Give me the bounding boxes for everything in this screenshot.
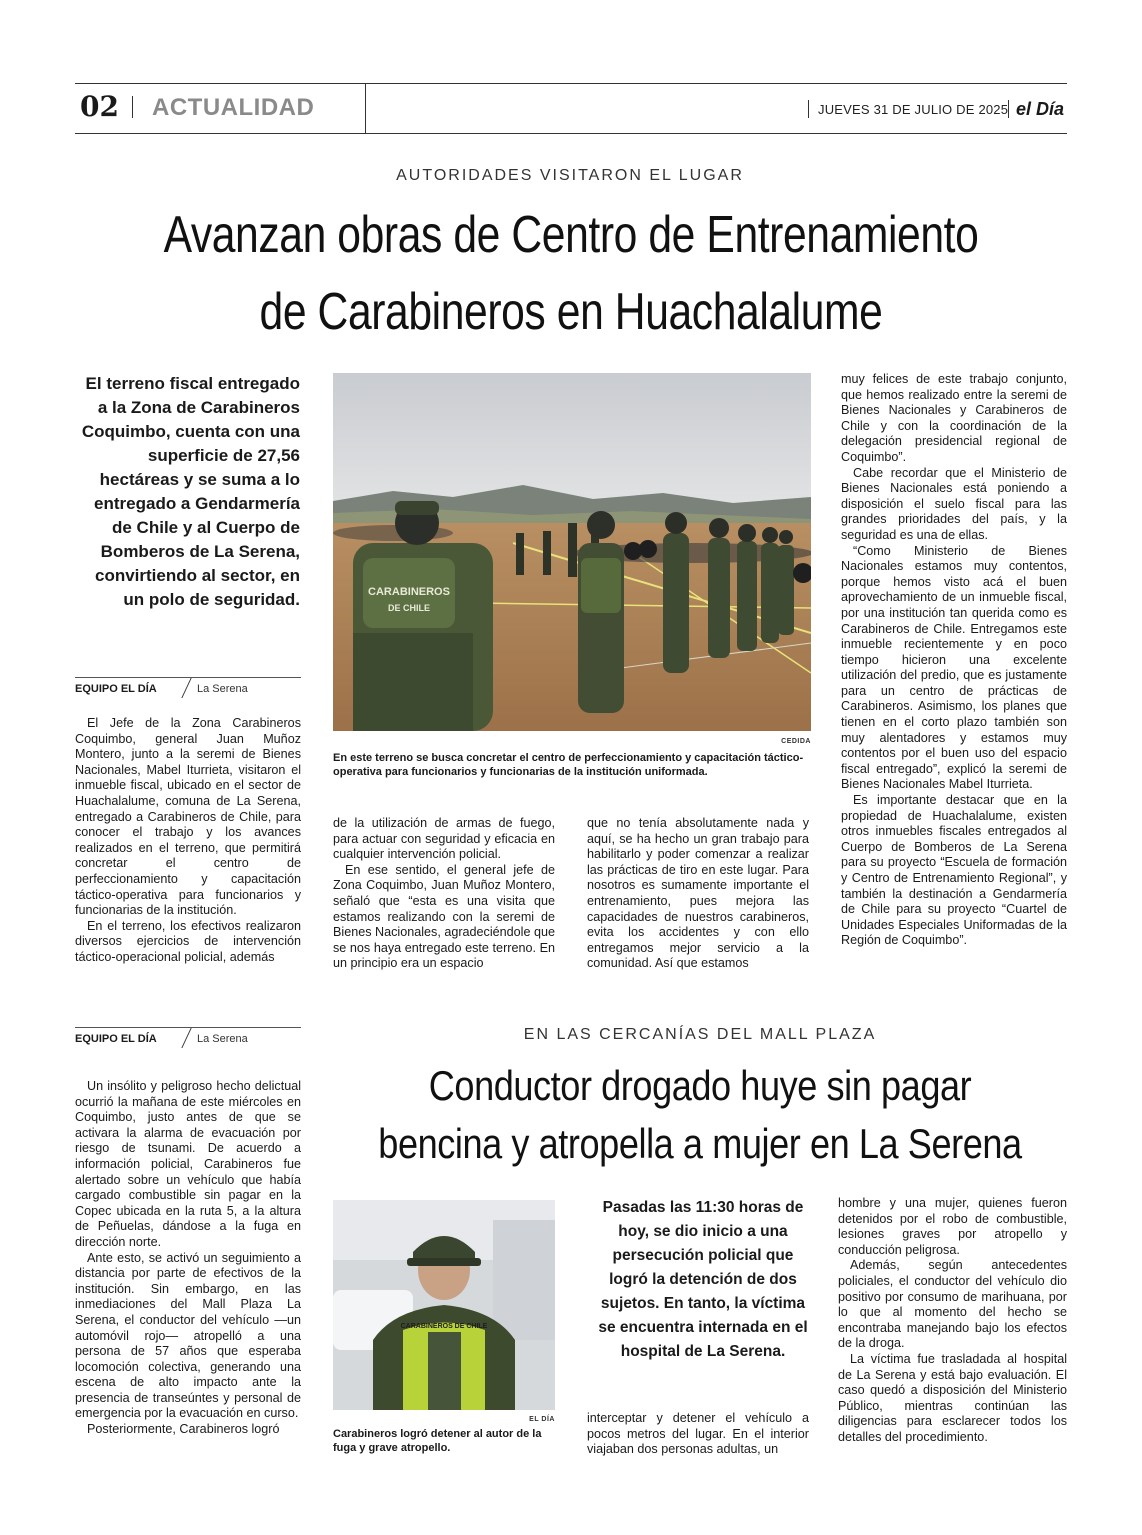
section-name: ACTUALIDAD	[152, 94, 315, 121]
photo-illustration	[333, 1200, 555, 1410]
photo-illustration	[333, 373, 811, 731]
paragraph: Un insólito y peligroso hecho delictual ocurrió la mañana de este miércoles en Coquimbo, justo antes de que se activara la alarma de evacuación por riesgo de tsunami. De acuerdo a información policial, Carabineros fue alertado sobre un vehículo que había cargado combustible sin pagar en la Copec ubicada en la ruta 5, a la altura de Peñuelas, dándose a la fuga en dirección norte.	[75, 1079, 301, 1249]
byline-rule	[75, 677, 301, 678]
brand-logo: el Día	[1016, 99, 1065, 119]
article-photo	[333, 1200, 555, 1410]
article-headline-line: Avanzan obras de Centro de Entrenamiento	[163, 206, 979, 264]
article-kicker: EN LAS CERCANÍAS DEL MALL PLAZA	[523, 1026, 877, 1043]
article-column	[587, 816, 809, 972]
byline: EQUIPO EL DÍA	[75, 683, 157, 695]
byline-slash	[181, 1028, 191, 1048]
article-headline-line: Conductor drogado huye sin pagar	[428, 1062, 972, 1109]
issue-date: JUEVES 31 DE JULIO DE 2025	[818, 102, 1009, 117]
article-lead: El terreno fiscal entregado a la Zona de Carabineros Coquimbo, cuenta con una superficie de 27,56 hectáreas y se suma a lo entregado a Gendarmería de Chile y al Cuerpo de Bomberos de La Serena, convirtiendo al sector, en un polo de seguridad.	[81, 374, 300, 609]
paragraph: El Jefe de la Zona Carabineros Coquimbo, general Juan Muñoz Montero, junto a la seremi de Bienes Nacionales, Mabel Iturrieta, visitaron el inmueble fiscal, ubicado en el sector de Huachalalume, comuna de La Serena, entregado a Carabineros de Chile, para conocer el trabajo y los avances realizados en el terreno, que permitirá concretar el centro de perfeccionamiento y capacitación táctico-operativa para funcionarios y funcionarias de la institución.	[75, 716, 301, 918]
article-column	[841, 372, 1067, 949]
header-divider	[132, 96, 133, 118]
vest-text: CARABINEROS	[368, 586, 450, 598]
paragraph: interceptar y detener el vehículo a pocos metros del lugar. En el interior viajaban dos personas adultas, un	[587, 1411, 809, 1457]
article-column	[587, 1411, 809, 1458]
byline-location: La Serena	[197, 1033, 248, 1045]
photo-credit: CEDIDA	[781, 738, 811, 745]
paragraph: En ese sentido, el general jefe de Zona Coquimbo, Juan Muñoz Montero, señaló que “esta es una visita que estamos realizando con la seremi de Bienes Nacionales, agradeciéndole que se nos haya entregado este terreno. En un principio era un espacio	[333, 862, 555, 971]
page-number: 02	[80, 90, 119, 123]
paragraph: de la utilización de armas de fuego, para actuar con seguridad y eficacia en cualquier intervención policial.	[333, 816, 555, 862]
paragraph: Posteriormente, Carabineros logró	[87, 1422, 280, 1437]
vest-text: CARABINEROS DE CHILE	[400, 1323, 488, 1330]
header-divider	[808, 100, 809, 118]
paragraph: “Como Ministerio de Bienes Nacionales estamos muy contentos, porque hemos visto acá el buen aprovechamiento de un inmueble fiscal, por una institución tan querida como es Carabineros de Chile. Entregamos este inmueble recientemente y en poco tiempo hicieron una excelente utilización del predio, que es justamente para un centro de prácticas de Carabineros. Asimismo, los planes que tienen en el corto plazo también son muy alentadores y estamos muy contentos por el buen uso del espacio fiscal entregado”, explicó la seremi de Bienes Nacionales Mabel Iturrieta.	[841, 543, 1067, 792]
header-divider	[365, 84, 366, 133]
photo-credit: EL DÍA	[529, 1416, 555, 1423]
paragraph: En el terreno, los efectivos realizaron diversos ejercicios de intervención táctico-operacional policial, además	[75, 918, 301, 964]
paragraph: Ante esto, se activó un seguimiento a distancia por parte de efectivos de la institución. Sin embargo, en las inmediaciones del Mall Plaza La Serena, el conductor del vehículo —un automóvil rojo— atropelló a una persona de 57 años que esperaba locomoción colectiva, generando una escena de alto impacto ante la presencia de transeúntes y personal de emergencia por la evacuación en curso.	[75, 1250, 301, 1421]
byline-location: La Serena	[197, 683, 248, 695]
paragraph: Además, según antecedentes policiales, el conductor del vehículo dio positivo por consumo de marihuana, por lo que al momento del hecho se encontraba manejando bajo los efectos de la droga.	[838, 1258, 1067, 1351]
header-bottom-rule	[75, 133, 1067, 134]
header-top-rule	[75, 83, 1067, 84]
paragraph: hombre y una mujer, quienes fueron detenidos por el robo de combustible, lesiones graves por atropello y conducción peligrosa.	[838, 1196, 1067, 1257]
article-lead: Pasadas las 11:30 horas de hoy, se dio inicio a una persecución policial que logró la detención de dos sujetos. En tanto, la víctima se encuentra internada en el hospital de La Serena.	[598, 1199, 808, 1360]
byline-slash	[181, 678, 191, 698]
article-kicker: AUTORIDADES VISITARON EL LUGAR	[396, 167, 744, 184]
vest-text: DE CHILE	[387, 603, 431, 613]
header-divider	[1008, 100, 1009, 118]
paragraph: que no tenía absolutamente nada y aquí, se ha hecho un gran trabajo para habilitarlo y poder comenzar a realizar las prácticas de tiro en este lugar. Para nosotros es sumamente importante el entrenamiento, pues mejora las capacidades de nuestros carabineros, evita los accidentes y con ello entregamos mejor servicio a la comunidad. Así que estamos	[587, 816, 809, 971]
byline-rule	[75, 1027, 301, 1028]
paragraph: muy felices de este trabajo conjunto, que hemos realizado entre la seremi de Bienes Nacionales y Carabineros de Chile y con la coordinación de la delegación presidencial regional de Coquimbo”.	[841, 372, 1067, 464]
photo-caption: Carabineros logró detener al autor de la fuga y grave atropello.	[333, 1428, 542, 1454]
article-column	[333, 816, 555, 972]
paragraph: Es importante destacar que en la propiedad de Huachalalume, existen otros inmuebles fiscales entregados al Cuerpo de Bomberos de La Serena para su proyecto “Escuela de formación y Centro de Entrenamiento Regional”, y también la destinación a Gendarmería de Chile para su proyecto “Cuartel de Unidades Especiales Uniformadas de la Región de Coquimbo”.	[841, 793, 1067, 948]
byline: EQUIPO EL DÍA	[75, 1033, 157, 1045]
article-column	[75, 1079, 301, 1438]
article-column	[838, 1196, 1067, 1446]
article-headline-line: bencina y atropella a mujer en La Serena	[378, 1120, 1022, 1167]
article-column	[75, 716, 301, 966]
photo-caption: En este terreno se busca concretar el centro de perfeccionamiento y capacitación táctico-operativa para funcionarios y funcionarias de la institución uniformada.	[333, 752, 804, 778]
article-headline-line: de Carabineros en Huachalalume	[259, 283, 883, 341]
paragraph: Cabe recordar que el Ministerio de Bienes Nacionales está poniendo a disposición el suelo fiscal para las grandes prioridades del país, y la seguridad es una de ellas.	[841, 465, 1067, 542]
paragraph: La víctima fue trasladada al hospital de La Serena y está bajo evaluación. El caso quedó a disposición del Ministerio Público, mientras continúan las diligencias para esclarecer todos los detalles del procedimiento.	[838, 1351, 1067, 1444]
article-photo	[333, 373, 811, 731]
